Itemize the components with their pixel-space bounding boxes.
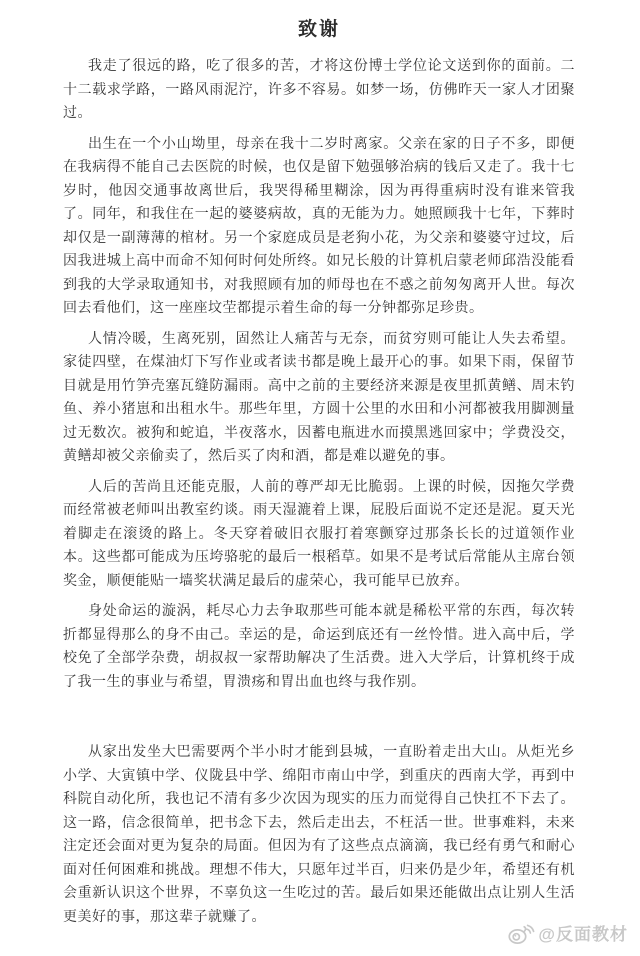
acknowledgement-text — [63, 55, 575, 929]
paragraph: 人后的苦尚且还能克服，人前的尊严却无比脆弱。上课的时候，因拖欠学费而经常被老师叫出教室约谈。雨天湿漉着上课，屁股后面说不定还是泥。夏天光着脚走在滚烫的路上。冬天穿着破旧衣服打着寒颤穿过那条长长的过道领作业本。这些都可能成为压垮骆驼的最后一根稻草。如果不是考试后常能从主席台领奖金，顺便能贴一墙奖状满足最后的虚荣心，我可能早已放弃。 — [63, 479, 575, 589]
watermark-handle: @反面教材 — [538, 925, 628, 944]
paragraph: 出生在一个小山坳里，母亲在我十二岁时离家。父亲在家的日子不多，即便在我病得不能自己去医院的时候，也仅是留下勉强够治病的钱后又走了。我十七岁时，他因交通事故离世后，我哭得稀里糊涂，因为再得重病时没有谁来管我了。同年，和我住在一起的婆婆病故，真的无能为力。她照顾我十七年，下葬时却仅是一副薄薄的棺材。另一个家庭成员是老狗小花，为父亲和婆婆守过坟，后因我进城上高中而命不知何时何处所终。如兄长般的计算机启蒙老师邱浩没能看到我的大学录取通知书，对我照顾有加的师母也在不惑之前匆匆离开人世。每次回去看他们，这一座座坟茔都提示着生命的每一分钟都弥足珍贵。 — [63, 136, 575, 316]
page-title: 致谢 — [297, 19, 340, 40]
watermark — [507, 920, 628, 945]
paragraph: 我走了很远的路，吃了很多的苦，才将这份博士学位论文送到你的面前。二十二载求学路，一路风雨泥泞，许多不容易。如梦一场，仿佛昨天一家人才团聚过。 — [63, 59, 575, 121]
paragraph: 身处命运的漩涡，耗尽心力去争取那些可能本就是稀松平常的东西，每次转折都显得那么的身不由己。幸运的是，命运到底还有一丝怜惜。进入高中后，学校免了全部学杂费，胡叔叔一家帮助解决了生活费。进入大学后，计算机终于成了我一生的事业与希望，胃溃疡和胃出血也终与我作别。 — [63, 604, 575, 690]
paragraph: 从家出发坐大巴需要两个半小时才能到县城，一直盼着走出大山。从炬光乡小学、大寅镇中学、仪陇县中学、绵阳市南山中学，到重庆的西南大学，再到中科院自动化所，我也记不清有多少次因为现实的压力而觉得自己快扛不下去了。这一路，信念很简单，把书念下去，然后走出去，不枉活一世。世事难料，未来注定还会面对更为复杂的局面。但因为有了这些点点滴滴，我已经有勇气和耐心面对任何困难和挑战。理想不伟大，只愿年过半百，归来仍是少年，希望还有机会重新认识这个世界，不辜负这一生吃过的苦。最后如果还能做出点让别人生活更美好的事，那这辈子就赚了。 — [63, 745, 575, 925]
weibo-icon — [507, 920, 535, 945]
paragraph: 人情冷暖，生离死别，固然让人痛苦与无奈，而贫穷则可能让人失去希望。家徒四壁，在煤油灯下写作业或者读书都是晚上最开心的事。如果下雨，保留节目就是用竹笋壳塞瓦缝防漏雨。高中之前的主要经济来源是夜里抓黄鳝、周末钓鱼、养小猪崽和出租水牛。那些年里，方圆十公里的水田和小河都被我用脚测量过无数次。被狗和蛇追，半夜落水，因蓄电瓶进水而摸黑逃回家中；学费没交，黄鳝却被父亲偷卖了，然后买了肉和酒，都是难以避免的事。 — [63, 331, 575, 464]
